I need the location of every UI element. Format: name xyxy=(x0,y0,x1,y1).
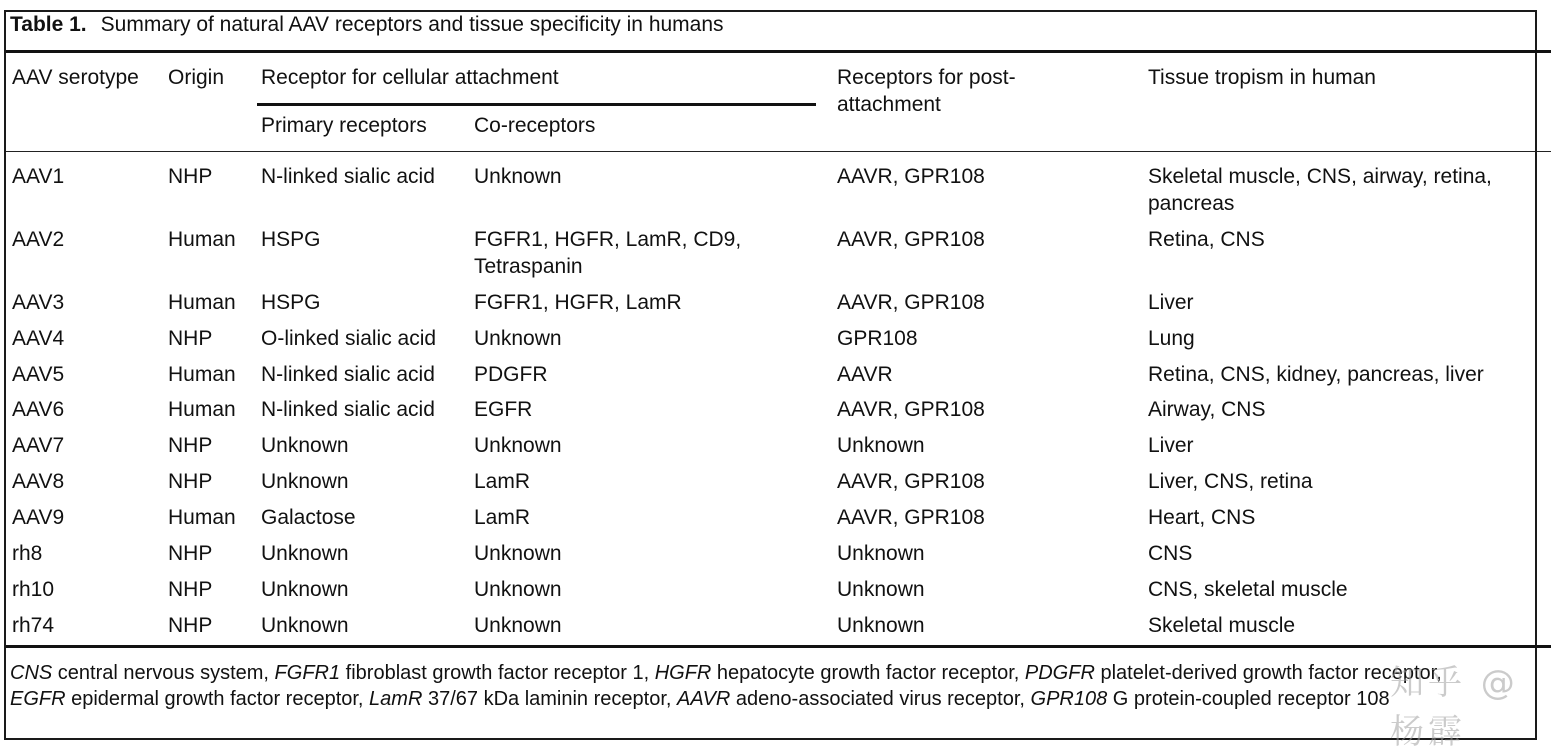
footnote-abbr: AAVR xyxy=(677,688,731,710)
cell-origin: Human xyxy=(168,506,236,529)
cell-co: Unknown xyxy=(474,434,562,457)
cell-co: FGFR1, HGFR, LamR xyxy=(474,291,682,314)
cell-origin: NHP xyxy=(168,470,213,493)
cell-co: Unknown xyxy=(474,327,562,350)
watermark: 知乎 @杨霹 xyxy=(1390,663,1519,752)
footnote-text: hepatocyte growth factor receptor, xyxy=(711,662,1025,684)
cell-origin: NHP xyxy=(168,614,213,637)
footnote-text: 37/67 kDa laminin receptor, xyxy=(422,688,677,710)
cell-primary: Unknown xyxy=(261,614,349,637)
cell-tropism: Retina, CNS xyxy=(1148,228,1265,251)
table-footnote xyxy=(10,660,1525,712)
footnote-abbr: CNS xyxy=(10,662,53,684)
cell-co: EGFR xyxy=(474,398,533,421)
cell-co: FGFR1, HGFR, LamR, CD9, Tetraspanin xyxy=(474,228,742,278)
footnote-abbr: EGFR xyxy=(10,688,66,710)
cell-origin: NHP xyxy=(168,165,213,188)
cell-co: LamR xyxy=(474,506,531,529)
cell-primary: Unknown xyxy=(261,542,349,565)
cell-origin: Human xyxy=(168,398,236,421)
cell-serotype: AAV9 xyxy=(12,506,65,529)
cell-primary: Unknown xyxy=(261,434,349,457)
cell-co: Unknown xyxy=(474,614,562,637)
cell-origin: NHP xyxy=(168,578,213,601)
cell-post: AAVR, GPR108 xyxy=(837,228,985,251)
cell-co: LamR xyxy=(474,470,531,493)
header-primary: Primary receptors xyxy=(261,114,427,137)
cell-tropism: Airway, CNS xyxy=(1148,398,1266,421)
cell-tropism: Lung xyxy=(1148,327,1195,350)
cell-post: AAVR, GPR108 xyxy=(837,165,985,188)
header-tropism: Tissue tropism in human xyxy=(1148,66,1376,89)
bottom-rule xyxy=(6,645,1551,648)
cell-tropism: Liver xyxy=(1148,291,1194,314)
cell-post: AAVR xyxy=(837,363,893,386)
cell-post: Unknown xyxy=(837,542,925,565)
header-attachment: Receptor for cellular attachment xyxy=(261,66,559,89)
footnote-abbr: LamR xyxy=(369,688,423,710)
cell-origin: Human xyxy=(168,291,236,314)
cell-primary: O-linked sialic acid xyxy=(261,327,437,350)
table-caption: Summary of natural AAV receptors and tissue specificity in humans xyxy=(100,13,724,36)
cell-tropism: CNS, skeletal muscle xyxy=(1148,578,1348,601)
header-post: Receptors for post-attachment xyxy=(837,66,1016,116)
cell-serotype: AAV1 xyxy=(12,165,65,188)
header-origin: Origin xyxy=(168,66,225,89)
cell-co: Unknown xyxy=(474,542,562,565)
footnote-text: epidermal growth factor receptor, xyxy=(65,688,370,710)
cell-serotype: AAV8 xyxy=(12,470,65,493)
cell-origin: Human xyxy=(168,363,236,386)
cell-origin: NHP xyxy=(168,434,213,457)
table-label: Table 1. xyxy=(10,13,87,36)
cell-primary: N-linked sialic acid xyxy=(261,398,435,421)
cell-primary: Unknown xyxy=(261,470,349,493)
cell-primary: HSPG xyxy=(261,291,321,314)
cell-serotype: AAV6 xyxy=(12,398,65,421)
cell-co: Unknown xyxy=(474,165,562,188)
footnote-text: central nervous system, xyxy=(52,662,275,684)
footnote-abbr: HGFR xyxy=(654,662,712,684)
cell-post: AAVR, GPR108 xyxy=(837,291,985,314)
cell-serotype: rh74 xyxy=(12,614,55,637)
cell-tropism: Skeletal muscle xyxy=(1148,614,1296,637)
cell-tropism: Liver xyxy=(1148,434,1194,457)
cell-post: AAVR, GPR108 xyxy=(837,506,985,529)
cell-serotype: AAV2 xyxy=(12,228,65,251)
cell-origin: NHP xyxy=(168,327,213,350)
cell-serotype: AAV7 xyxy=(12,434,65,457)
cell-tropism: CNS xyxy=(1148,542,1193,565)
cell-primary: Unknown xyxy=(261,578,349,601)
cell-primary: HSPG xyxy=(261,228,321,251)
footnote-abbr: GPR108 xyxy=(1030,688,1108,710)
table-title xyxy=(10,13,724,37)
cell-primary: N-linked sialic acid xyxy=(261,363,435,386)
footnote-text: fibroblast growth factor receptor 1, xyxy=(340,662,655,684)
header-serotype: AAV serotype xyxy=(12,66,139,89)
header-co: Co-receptors xyxy=(474,114,596,137)
cell-post: Unknown xyxy=(837,614,925,637)
header-rule xyxy=(6,151,1551,152)
cell-primary: Galactose xyxy=(261,506,356,529)
cell-co: PDGFR xyxy=(474,363,548,386)
cell-origin: Human xyxy=(168,228,236,251)
cell-post: Unknown xyxy=(837,578,925,601)
cell-tropism: Liver, CNS, retina xyxy=(1148,470,1313,493)
cell-post: Unknown xyxy=(837,434,925,457)
cell-tropism: Skeletal muscle, CNS, airway, retina, pancreas xyxy=(1148,165,1492,215)
cell-serotype: AAV4 xyxy=(12,327,65,350)
cell-serotype: rh8 xyxy=(12,542,43,565)
cell-origin: NHP xyxy=(168,542,213,565)
footnote-text: platelet-derived growth factor receptor, xyxy=(1094,662,1442,684)
cell-post: AAVR, GPR108 xyxy=(837,398,985,421)
footnote-text: G protein-coupled receptor 108 xyxy=(1107,688,1390,710)
cell-post: GPR108 xyxy=(837,327,918,350)
spanner-rule xyxy=(257,103,816,106)
cell-serotype: AAV5 xyxy=(12,363,65,386)
footnote-text: adeno-associated virus receptor, xyxy=(730,688,1031,710)
cell-tropism: Heart, CNS xyxy=(1148,506,1256,529)
footnote-abbr: FGFR1 xyxy=(274,662,341,684)
cell-post: AAVR, GPR108 xyxy=(837,470,985,493)
cell-co: Unknown xyxy=(474,578,562,601)
cell-serotype: rh10 xyxy=(12,578,55,601)
cell-tropism: Retina, CNS, kidney, pancreas, liver xyxy=(1148,363,1484,386)
cell-serotype: AAV3 xyxy=(12,291,65,314)
cell-primary: N-linked sialic acid xyxy=(261,165,435,188)
top-rule xyxy=(6,50,1551,53)
footnote-abbr: PDGFR xyxy=(1024,662,1095,684)
